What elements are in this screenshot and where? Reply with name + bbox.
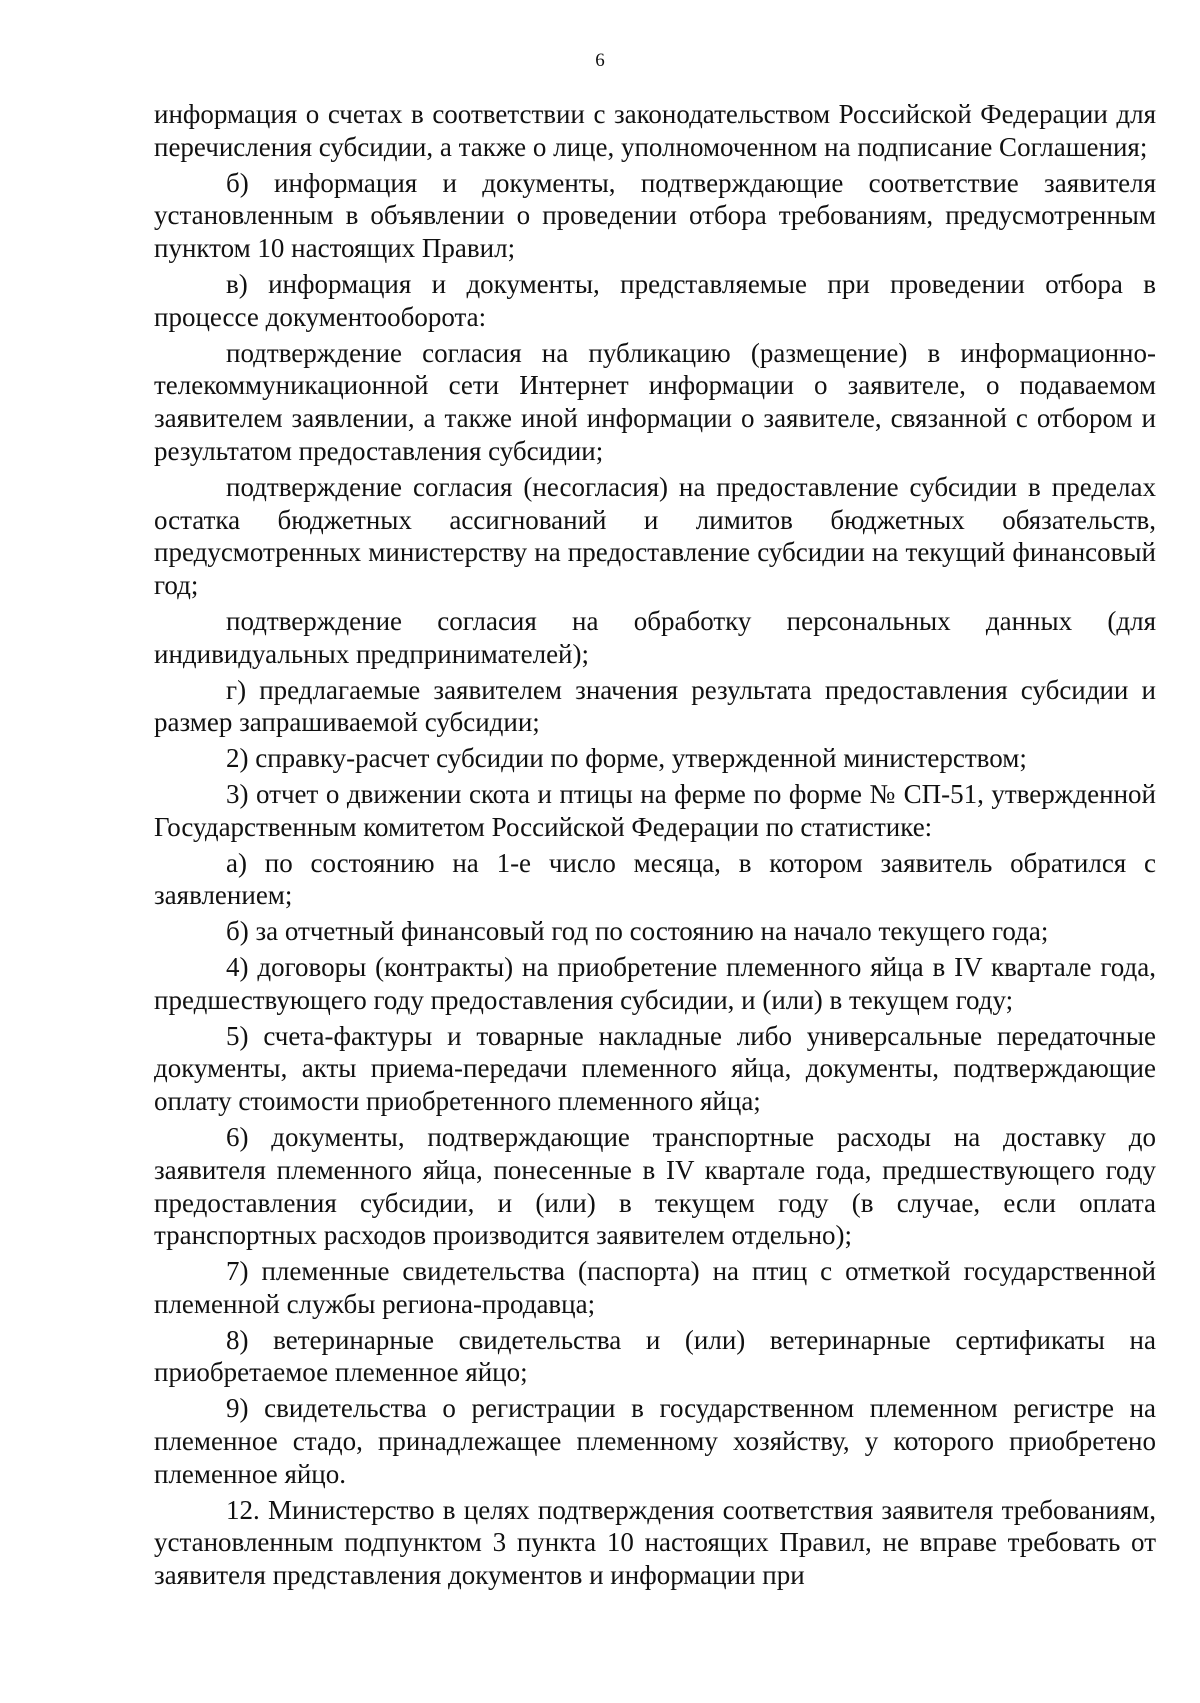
page-number: 6 xyxy=(595,50,605,71)
paragraph-item-9: 9) свидетельства о регистрации в государственном племенном регистре на племенное стадо, принадлежащее племенному хозяйству, у которого приобретено племенное яйцо. xyxy=(154,1393,1156,1489)
paragraph-consent-personal-data: подтверждение согласия на обработку персональных данных (для индивидуальных предпринимателей); xyxy=(154,605,1156,669)
document-body xyxy=(154,98,1156,1595)
paragraph-item-8: 8) ветеринарные свидетельства и (или) ветеринарные сертификаты на приобретаемое племенное яйцо; xyxy=(154,1324,1156,1388)
paragraph-consent-publication: подтверждение согласия на публикацию (размещение) в информационно-телекоммуникационной сети Интернет информации о заявителе, о подаваемом заявителем заявлении, а также иной информации о заявителе, связанной с отбором и результатом предоставления субсидии; xyxy=(154,337,1156,466)
paragraph-item-3b: б) за отчетный финансовый год по состоянию на начало текущего года; xyxy=(226,916,1049,947)
paragraph-item-g: г) предлагаемые заявителем значения результата предоставления субсидии и размер запрашиваемой субсидии; xyxy=(154,674,1156,738)
paragraph-item-b: б) информация и документы, подтверждающие соответствие заявителя установленным в объявлении о проведении отбора требованиям, предусмотренным пунктом 10 настоящих Правил; xyxy=(154,167,1156,264)
paragraph-section-12: 12. Министерство в целях подтверждения соответствия заявителя требованиям, установленным подпунктом 3 пункта 10 настоящих Правил, не вправе требовать от заявителя представления документов и информации при xyxy=(154,1494,1156,1591)
paragraph-accounts-info: информация о счетах в соответствии с законодательством Российской Федерации для перечисления субсидии, а также о лице, уполномоченном на подписание Соглашения; xyxy=(154,99,1156,162)
paragraph-item-3a: а) по состоянию на 1-е число месяца, в котором заявитель обратился с заявлением; xyxy=(154,847,1156,911)
paragraph-item-4: 4) договоры (контракты) на приобретение племенного яйца в IV квартале года, предшествующего году предоставления субсидии, и (или) в текущем году; xyxy=(154,951,1156,1015)
paragraph-item-5: 5) счета-фактуры и товарные накладные либо универсальные передаточные документы, акты приема-передачи племенного яйца, документы, подтверждающие оплату стоимости приобретенного племенного яйца; xyxy=(154,1020,1156,1117)
paragraph-item-v: в) информация и документы, представляемые при проведении отбора в процессе документооборота: xyxy=(154,268,1156,332)
paragraph-item-7: 7) племенные свидетельства (паспорта) на птиц с отметкой государственной племенной службы региона-продавца; xyxy=(154,1256,1156,1319)
paragraph-item-3: 3) отчет о движении скота и птицы на ферме по форме № СП-51, утвержденной Государственным комитетом Российской Федерации по статистике: xyxy=(154,778,1156,842)
paragraph-consent-budget: подтверждение согласия (несогласия) на предоставление субсидии в пределах остатка бюджетных ассигнований и лимитов бюджетных обязательств, предусмотренных министерству на предоставление субсидии на текущий финансовый год; xyxy=(154,471,1156,601)
paragraph-item-2: 2) справку-расчет субсидии по форме, утвержденной министерством; xyxy=(226,743,1027,774)
paragraph-item-6: 6) документы, подтверждающие транспортные расходы на доставку до заявителя племенного яйца, понесенные в IV квартале года, предшествующего году предоставления субсидии, и (или) в текущем году (в случае, если оплата транспортных расходов производится заявителем отдельно); xyxy=(154,1121,1156,1251)
